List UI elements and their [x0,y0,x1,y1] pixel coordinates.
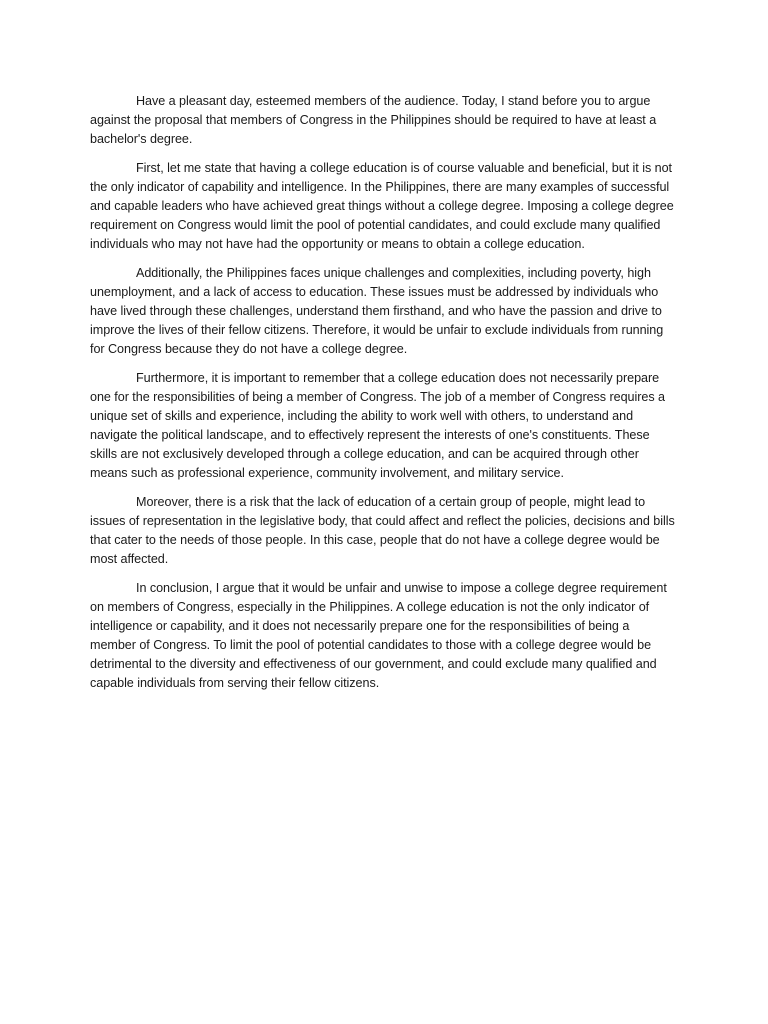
paragraph-additional-argument: Additionally, the Philippines faces unique challenges and complexities, including poverty, high unemployment, and a lack of access to education. These issues must be addressed by individuals who have lived through these challenges, understand them firsthand, and who have the passion and drive to improve the lives of their fellow citizens. Therefore, it would be unfair to exclude individuals from running for Congress because they do not have a college degree. [90,266,664,356]
paragraph-furthermore-argument: Furthermore, it is important to remember that a college education does not necessarily prepare one for the responsibilities of being a member of Congress. The job of a member of Congress requires a unique set of skills and experience, including the ability to work well with others, to understand and navigate the political landscape, and to effectively represent the interests of one's constituents. These skills are not exclusively developed through a college education, and can be acquired through other means such as professional experience, community involvement, and military service. [90,371,665,480]
paragraph-first-argument: First, let me state that having a college education is of course valuable and beneficial, but it is not the only indicator of capability and intelligence. In the Philippines, there are many examples of successful and capable leaders who have achieved great things without a college degree. Imposing a college degree requirement on Congress would limit the pool of potential candidates, and could exclude many qualified individuals who may not have had the opportunity or means to obtain a college education. [90,161,674,251]
paragraph-conclusion: In conclusion, I argue that it would be unfair and unwise to impose a college degree requirement on members of Congress, especially in the Philippines. A college education is not the only indicator of intelligence or capability, and it does not necessarily prepare one for the responsibilities of being a member of Congress. To limit the pool of potential candidates to those with a college degree would be detrimental to the diversity and effectiveness of our government, and could exclude many qualified and capable individuals from serving their fellow citizens. [90,581,667,690]
document-body [90,92,678,703]
paragraph-moreover-argument: Moreover, there is a risk that the lack of education of a certain group of people, might lead to issues of representation in the legislative body, that could affect and reflect the policies, decisions and bills that cater to the needs of those people. In this case, people that do not have a college degree would be most affected. [90,495,675,566]
paragraph-opening: Have a pleasant day, esteemed members of the audience. Today, I stand before you to argue against the proposal that members of Congress in the Philippines should be required to have at least a bachelor's degree. [90,94,657,146]
